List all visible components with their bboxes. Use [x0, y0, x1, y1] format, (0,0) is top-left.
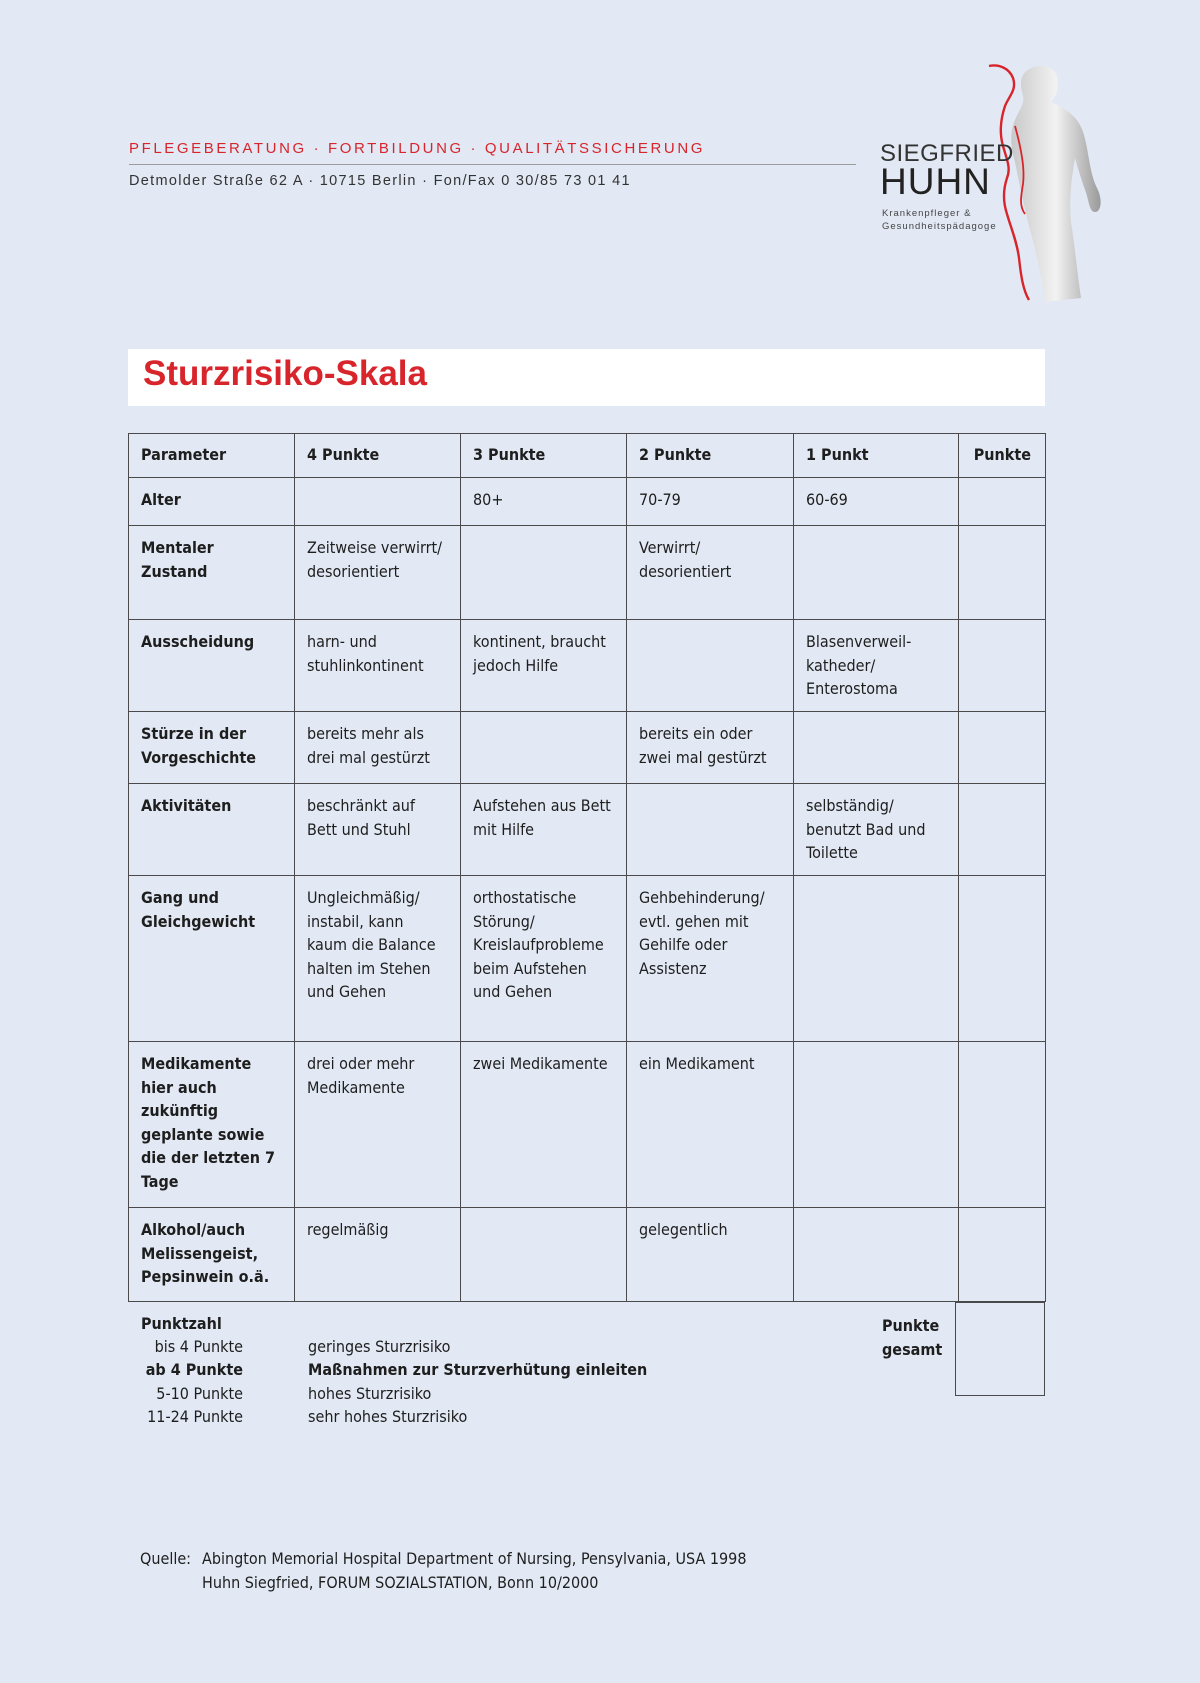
row-parameter: Gang und Gleichgewicht	[129, 876, 295, 1042]
cell-2-points: ein Medikament	[627, 1042, 794, 1208]
table-row	[129, 876, 1046, 1042]
points-entry-cell[interactable]	[959, 526, 1046, 620]
header-parameter: Parameter	[129, 434, 295, 478]
table-row	[129, 526, 1046, 620]
header-4-points: 4 Punkte	[295, 434, 461, 478]
table-header-row	[129, 434, 1046, 478]
cell-2-points: Gehbehinderung/ evtl. gehen mit Gehilfe oder Assistenz	[627, 876, 794, 1042]
cell-4-points	[295, 478, 461, 526]
scoring-range: bis 4 Punkte	[154, 1337, 243, 1356]
scoring-heading: Punktzahl	[141, 1314, 222, 1333]
cell-1-point	[794, 1042, 959, 1208]
cell-2-points	[627, 784, 794, 876]
row-parameter: Medikamente hier auch zukünftig geplante sowie die der letzten 7 Tage	[129, 1042, 295, 1208]
cell-2-points: bereits ein oder zwei mal gestürzt	[627, 712, 794, 784]
cell-3-points: orthostatische Störung/ Kreislaufprobleme beim Aufstehen und Gehen	[461, 876, 627, 1042]
cell-1-point	[794, 526, 959, 620]
table-row	[129, 620, 1046, 712]
table-row	[129, 1042, 1046, 1208]
header-3-points: 3 Punkte	[461, 434, 627, 478]
scoring-range: ab 4 Punkte	[145, 1360, 243, 1379]
points-entry-cell[interactable]	[959, 712, 1046, 784]
cell-3-points	[461, 712, 627, 784]
row-parameter: Aktivitäten	[129, 784, 295, 876]
logo-figure-image	[985, 62, 1110, 307]
header-address: Detmolder Straße 62 A · 10715 Berlin · Fon/Fax 0 30/85 73 01 41	[129, 173, 631, 189]
cell-3-points: Aufstehen aus Bett mit Hilfe	[461, 784, 627, 876]
points-entry-cell[interactable]	[959, 1042, 1046, 1208]
table-row	[129, 712, 1046, 784]
header-points: Punkte	[959, 434, 1046, 478]
logo-subtitle	[882, 207, 997, 233]
scoring-range: 11-24 Punkte	[147, 1407, 243, 1426]
cell-4-points: harn- und stuhlinkontinent	[295, 620, 461, 712]
total-points-label: Punkte gesamt	[882, 1316, 943, 1359]
cell-4-points: regelmäßig	[295, 1208, 461, 1302]
points-entry-cell[interactable]	[959, 620, 1046, 712]
cell-3-points: 80+	[461, 478, 627, 526]
cell-1-point	[794, 1208, 959, 1302]
cell-3-points: zwei Medikamente	[461, 1042, 627, 1208]
cell-1-point: Blasenverweil- katheder/ Enterostoma	[794, 620, 959, 712]
cell-1-point	[794, 712, 959, 784]
row-parameter: Stürze in der Vorgeschichte	[129, 712, 295, 784]
source-line-1: Abington Memorial Hospital Department of Nursing, Pensylvania, USA 1998	[202, 1549, 747, 1568]
table-row	[129, 478, 1046, 526]
cell-3-points: kontinent, braucht jedoch Hilfe	[461, 620, 627, 712]
scoring-description: sehr hohes Sturzrisiko	[308, 1407, 468, 1426]
logo-subtitle-line1: Krankenpfleger &	[882, 208, 972, 219]
header-tagline: PFLEGEBERATUNG · FORTBILDUNG · QUALITÄTSSICHERUNG	[129, 140, 706, 157]
cell-1-point: 60-69	[794, 478, 959, 526]
points-entry-cell[interactable]	[959, 876, 1046, 1042]
row-parameter: Alkohol/auch Melissengeist, Pepsinwein o.ä.	[129, 1208, 295, 1302]
row-parameter: Ausscheidung	[129, 620, 295, 712]
document-title: Sturzrisiko-Skala	[143, 354, 427, 393]
scoring-range: 5-10 Punkte	[156, 1384, 243, 1403]
row-parameter: Alter	[129, 478, 295, 526]
total-points-box[interactable]	[955, 1302, 1045, 1396]
cell-4-points: Zeitweise verwirrt/ desorientiert	[295, 526, 461, 620]
points-entry-cell[interactable]	[959, 784, 1046, 876]
header-1-point: 1 Punkt	[794, 434, 959, 478]
logo-first-name: SIEGFRIED	[880, 140, 1014, 167]
row-parameter: Mentaler Zustand	[129, 526, 295, 620]
cell-2-points: gelegentlich	[627, 1208, 794, 1302]
source-line-2: Huhn Siegfried, FORUM SOZIALSTATION, Bonn 10/2000	[202, 1573, 599, 1592]
points-entry-cell[interactable]	[959, 478, 1046, 526]
cell-1-point: selbständig/ benutzt Bad und Toilette	[794, 784, 959, 876]
cell-4-points: drei oder mehr Medikamente	[295, 1042, 461, 1208]
cell-4-points: bereits mehr als drei mal gestürzt	[295, 712, 461, 784]
scoring-description: geringes Sturzrisiko	[308, 1337, 451, 1356]
cell-3-points	[461, 1208, 627, 1302]
logo-subtitle-line2: Gesundheitspädagoge	[882, 221, 997, 232]
logo-last-name: HUHN	[880, 161, 991, 202]
cell-2-points: 70-79	[627, 478, 794, 526]
header-2-points: 2 Punkte	[627, 434, 794, 478]
cell-3-points	[461, 526, 627, 620]
scoring-description: hohes Sturzrisiko	[308, 1384, 432, 1403]
points-entry-cell[interactable]	[959, 1208, 1046, 1302]
cell-2-points: Verwirrt/ desorientiert	[627, 526, 794, 620]
cell-2-points	[627, 620, 794, 712]
fall-risk-table	[128, 433, 1046, 1302]
scoring-description: Maßnahmen zur Sturzverhütung einleiten	[308, 1360, 648, 1379]
cell-1-point	[794, 876, 959, 1042]
cell-4-points: beschränkt auf Bett und Stuhl	[295, 784, 461, 876]
header-divider	[129, 164, 856, 165]
table-row	[129, 784, 1046, 876]
table-row	[129, 1208, 1046, 1302]
source-label: Quelle:	[140, 1549, 192, 1568]
cell-4-points: Ungleichmäßig/ instabil, kann kaum die Balance halten im Stehen und Gehen	[295, 876, 461, 1042]
